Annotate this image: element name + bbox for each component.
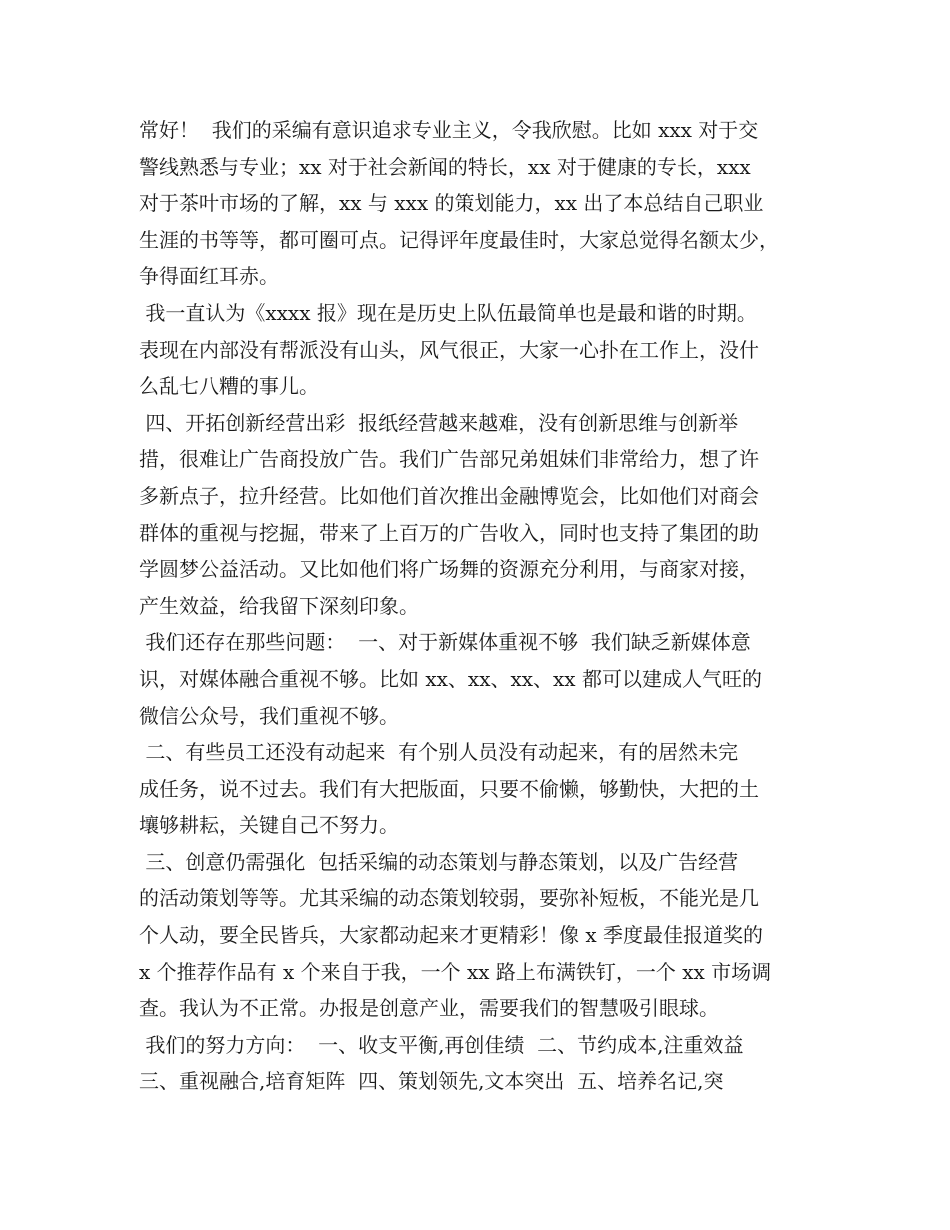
text-line: 么乱七八糟的事儿。 bbox=[139, 374, 319, 399]
text-line: 个人动，要全民皆兵，大家都动起来才更精彩！像 x 季度最佳报道奖的 bbox=[139, 923, 763, 948]
text-line: 对于茶叶市场的了解，xx 与 xxx 的策划能力，xx 出了本总结自己职业 bbox=[139, 191, 764, 216]
text-line: 微信公众号，我们重视不够。 bbox=[139, 703, 399, 728]
text-line: 产生效益，给我留下深刻印象。 bbox=[139, 593, 419, 618]
text-line: 我们的努力方向： 一、收支平衡,再创佳绩 二、节约成本,注重效益 bbox=[139, 1032, 744, 1057]
text-line: 我们还存在那些问题： 一、对于新媒体重视不够 我们缺乏新媒体意 bbox=[139, 630, 751, 655]
text-line: 四、开拓创新经营出彩 报纸经营越来越难，没有创新思维与创新举 bbox=[139, 410, 739, 435]
text-line: 我一直认为《xxxx 报》现在是历史上队伍最简单也是最和谐的时期。 bbox=[139, 300, 757, 325]
text-line: 学圆梦公益活动。又比如他们将广场舞的资源充分利用，与商家对接， bbox=[139, 557, 759, 582]
document-body bbox=[139, 112, 839, 1100]
text-line: 二、有些员工还没有动起来 有个别人员没有动起来，有的居然未完 bbox=[139, 740, 739, 765]
text-line: x 个推荐作品有 x 个来自于我，一个 xx 路上布满铁钉，一个 xx 市场调 bbox=[139, 959, 772, 984]
text-line: 警线熟悉与专业；xx 对于社会新闻的特长，xx 对于健康的专长，xxx bbox=[139, 154, 751, 179]
text-line: 识，对媒体融合重视不够。比如 xx、xx、xx、xx 都可以建成人气旺的 bbox=[139, 666, 762, 691]
text-line: 生涯的书等等，都可圈可点。记得评年度最佳时，大家总觉得名额太少， bbox=[139, 227, 779, 252]
text-line: 的活动策划等等。尤其采编的动态策划较弱，要弥补短板，不能光是几 bbox=[139, 886, 759, 911]
text-line: 措，很难让广告商投放广告。我们广告部兄弟姐妹们非常给力，想了许 bbox=[139, 447, 759, 472]
text-line: 争得面红耳赤。 bbox=[139, 264, 279, 289]
text-line: 查。我认为不正常。办报是创意产业，需要我们的智慧吸引眼球。 bbox=[139, 996, 719, 1021]
text-line: 三、创意仍需强化 包括采编的动态策划与静态策划，以及广告经营 bbox=[139, 849, 739, 874]
text-line: 常好！ 我们的采编有意识追求专业主义，令我欣慰。比如 xxx 对于交 bbox=[139, 118, 759, 142]
text-line: 成任务，说不过去。我们有大把版面，只要不偷懒，够勤快，大把的土 bbox=[139, 776, 759, 801]
text-line: 群体的重视与挖掘，带来了上百万的广告收入，同时也支持了集团的助 bbox=[139, 520, 759, 545]
text-line: 表现在内部没有帮派没有山头，风气很正，大家一心扑在工作上，没什 bbox=[139, 337, 759, 362]
text-line: 壤够耕耘，关键自己不努力。 bbox=[139, 813, 399, 838]
text-line: 多新点子，拉升经营。比如他们首次推出金融博览会，比如他们对商会 bbox=[139, 483, 759, 508]
text-line: 三、重视融合,培育矩阵 四、策划领先,文本突出 五、培养名记,突 bbox=[139, 1069, 724, 1094]
